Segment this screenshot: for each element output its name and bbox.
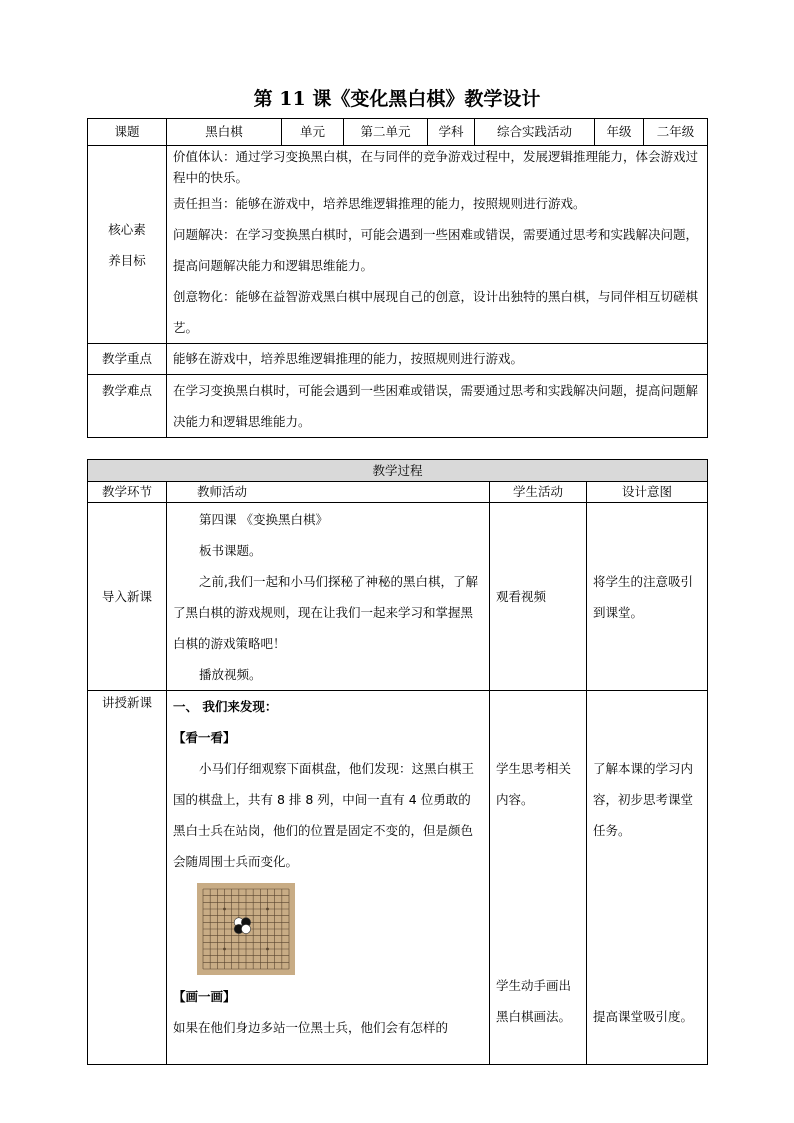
core-p2: 责任担当：能够在游戏中，培养思维逻辑推理的能力，按照规则进行游戏。 [173, 196, 586, 211]
teach-student [490, 691, 587, 1065]
teach-intent [587, 691, 708, 1065]
core-content [167, 146, 708, 344]
teach-heading: 一、 我们来发现： [173, 699, 278, 714]
intro-t3: 之前,我们一起和小马们探秘了神秘的黑白棋，了解了黑白棋的游戏规则，现在让我们一起来学习和掌握黑白棋的游戏策略吧！ [173, 573, 478, 651]
difficulty-label: 教学难点 [88, 375, 167, 438]
xueke-label: 学科 [428, 119, 475, 146]
teach-row [88, 691, 708, 1065]
reversi-board [197, 883, 295, 975]
col-student: 学生活动 [490, 482, 587, 503]
board-star-point [223, 948, 226, 951]
board-star-point [223, 908, 226, 911]
teach-teacher [167, 691, 490, 1065]
danyuan-label: 单元 [282, 119, 344, 146]
info-row [88, 119, 708, 146]
intro-stage: 导入新课 [88, 503, 167, 691]
keti-value: 黑白棋 [167, 119, 282, 146]
intro-student: 观看视频 [490, 503, 587, 691]
col-intent: 设计意图 [587, 482, 708, 503]
board-image [197, 883, 295, 975]
teach-student1: 学生思考相关内容。 [496, 761, 572, 807]
process-header-row [88, 460, 708, 482]
process-columns-row [88, 482, 708, 503]
nianji-label: 年级 [595, 119, 644, 146]
page-title: 第 11 课《变化黑白棋》教学设计 [253, 88, 541, 110]
board-star-point [266, 908, 269, 911]
draw-heading: 【画一画】 [173, 989, 236, 1004]
core-p4: 创意物化：能够在益智游戏黑白棋中展现自己的创意，设计出独特的黑白棋，与同伴相互切磋棋艺。 [173, 289, 699, 335]
xueke-value: 综合实践活动 [475, 119, 595, 146]
intro-intent: 将学生的注意吸引到课堂。 [587, 503, 708, 691]
difficulty-row [88, 375, 708, 438]
focus-row [88, 344, 708, 375]
col-stage: 教学环节 [88, 482, 167, 503]
process-header: 教学过程 [88, 460, 708, 482]
intro-teacher [167, 503, 490, 691]
intro-t1: 第四课 《变换黑白棋》 [199, 511, 328, 527]
nianji-value: 二年级 [644, 119, 708, 146]
core-p3: 问题解决：在学习变换黑白棋时，可能会遇到一些困难或错误，需要通过思考和实践解决问题，提高问题解决能力和逻辑思维能力。 [173, 227, 699, 273]
look-heading: 【看一看】 [173, 730, 236, 745]
focus-label: 教学重点 [88, 344, 167, 375]
danyuan-value: 第二单元 [344, 119, 428, 146]
info-table [87, 118, 708, 438]
teach-stage: 讲授新课 [88, 691, 167, 1065]
teach-student2: 学生动手画出黑白棋画法。 [496, 978, 572, 1024]
board-stone [241, 924, 250, 933]
teach-intent1: 了解本课的学习内容，初步思考课堂任务。 [593, 761, 694, 838]
core-label-line2: 养目标 [108, 252, 146, 268]
board-star-point [266, 948, 269, 951]
intro-t4: 播放视频。 [199, 666, 262, 682]
draw-text: 如果在他们身边多站一位黑士兵，他们会有怎样的 [173, 1020, 449, 1035]
look-text: 小马们仔细观察下面棋盘，他们发现：这黑白棋王国的棋盘上，共有 8 排 8 列，中间一直有 4 位勇敢的黑白士兵在站岗，他们的位置是固定不变的，但是颜色会随周围士兵而变化。 [173, 761, 475, 869]
difficulty-text: 在学习变换黑白棋时，可能会遇到一些困难或错误，需要通过思考和实践解决问题，提高问题解决能力和逻辑思维能力。 [167, 375, 708, 438]
core-label [88, 146, 167, 344]
teach-intent2: 提高课堂吸引度。 [593, 1009, 694, 1024]
process-table [87, 459, 708, 1065]
focus-text: 能够在游戏中，培养思维逻辑推理的能力，按照规则进行游戏。 [167, 344, 708, 375]
core-label-line1: 核心素 [108, 221, 146, 237]
col-teacher: 教师活动 [167, 482, 490, 503]
keti-label: 课题 [88, 119, 167, 146]
intro-row [88, 503, 708, 691]
core-p1: 价值体认：通过学习变换黑白棋，在与同伴的竞争游戏过程中，发展逻辑推理能力，体会游戏过程中的快乐。 [173, 149, 699, 185]
core-row [88, 146, 708, 344]
intro-t2: 板书课题。 [199, 542, 262, 558]
